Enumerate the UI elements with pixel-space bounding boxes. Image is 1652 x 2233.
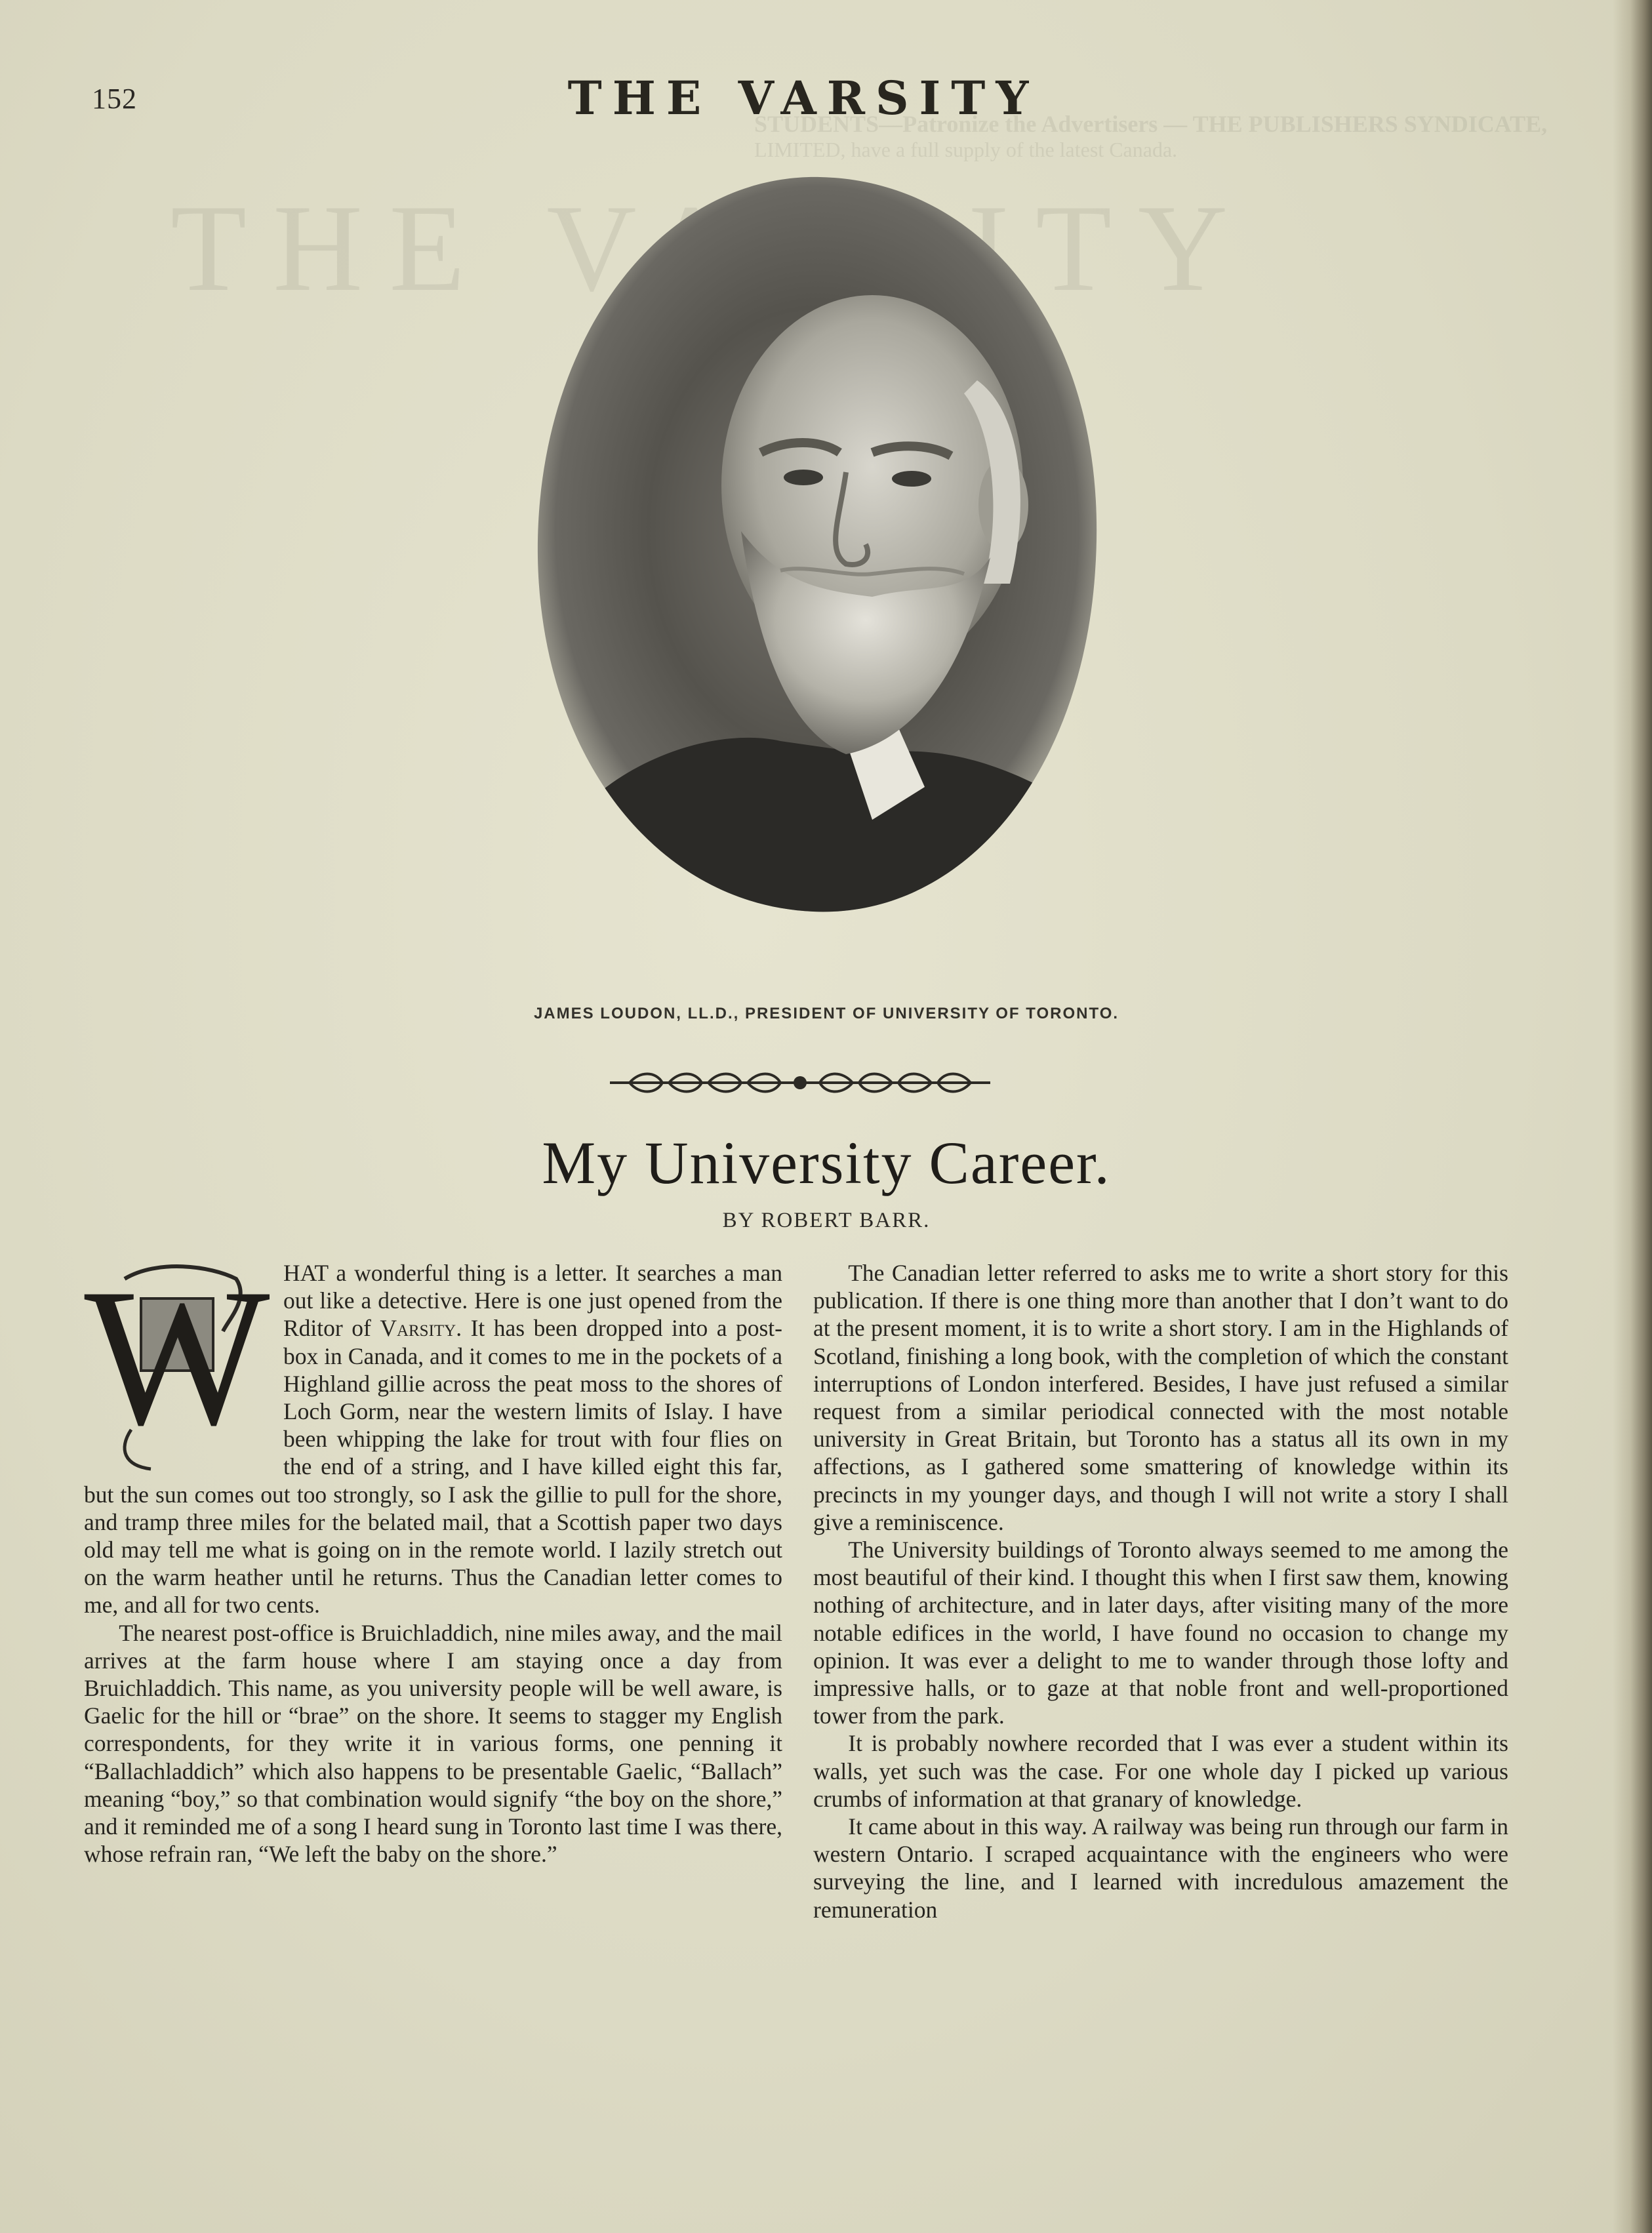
page-binding-edge (1613, 0, 1652, 2233)
right-paragraph-1: The Canadian letter referred to asks me to write a short story for this publication. If there is one thing more than another that I don’t want to do at the present moment, it is to write a short story. I am in the Highlands of Scotland, finishing a long book, with the completion of which the constant interruptions of London interfered. Besides, I have just refused a similar request from a similar periodical connected with the most notable university in Great Britain, but Toronto has a status all its own in my affections, as I gathered some smattering of knowledge within its precincts in my younger days, and though I will not write a story I shall give a reminiscence. (813, 1260, 1508, 1535)
show-through-notice-2: LIMITED, have a full supply of the latest Canada. (754, 138, 1178, 161)
left-paragraph-2: The nearest post-office is Bruichladdich, nine miles away, and the mail arrives at the farm house where I am staying once a day from Bruichladdich. This name, as you university people will be well aware, is Gaelic for the hill or “brae” on the shore. It seems to stagger my English correspondents, for they write it in various forms, one penning it “Ballachladdich” which also happens to be presentable Gaelic, “Ballach” meaning “boy,” so that combination would signify “the boy on the shore,” and it reminded me of a song I heard sung in Toronto last time I was there, whose refrain ran, “We left the baby on the shore.” (84, 1619, 782, 1868)
right-paragraph-2: The University buildings of Toronto always seemed to me among the most beautiful of their kind. I thought this when I first saw them, knowing nothing of architecture, and in later days, after visiting many of the more notable edifices in the world, I have found no occasion to change my opinion. It was ever a delight to me to wander through those lofty and impressive halls, or to gaze at that noble front and well-proportioned tower from the park. (813, 1537, 1508, 1729)
left-p1-rest: It has been dropped into a post-box in Canada, and it comes to me in the pockets of a Highland gillie across the peat moss to the shores of Loch Gorm, near the western limits of Islay. I have been whipping the lake for trout with four flies on the end of a string, and I have killed eight this far, but the sun comes out too strongly, so I ask the gillie to pull for the shore, and tramp three miles for the belated mail, that a Scottish paper two days old may tell me what is going on in the remote world. I lazily stretch out on the warm heather until he returns. Thus the Canadian letter comes to me, and all for two cents. (84, 1315, 782, 1619)
article-title: My University Career. (542, 1129, 1111, 1196)
portrait-caption: JAMES LOUDON, LL.D., PRESIDENT OF UNIVERSITY OF TORONTO. (533, 1005, 1119, 1022)
article-byline: BY ROBERT BARR. (722, 1209, 931, 1232)
right-paragraph-3: It is probably nowhere recorded that I was ever a student within its walls, yet such was the case. For one whole day I picked up various crumbs of information at that granary of knowledge. (813, 1730, 1508, 1812)
right-paragraph-4: It came about in this way. A railway was being run through our farm in western Ontario. I scraped acquaintance with the engineers who were surveying the line, and I learned with incredulous amazement the remuneration (813, 1813, 1508, 1923)
page-number: 152 (92, 83, 137, 115)
show-through-notice-1: STUDENTS—Patronize the Advertisers — THE PUBLISHERS SYNDICATE, (754, 111, 1548, 137)
article-left-column (84, 1259, 782, 1868)
left-p1-lead: HAT a wonderful thing is a letter. It searches a man out like a detective. Here is one just opened from the Rditor of (283, 1260, 782, 1342)
show-through-masthead: THE (171, 180, 492, 317)
decorative-divider-ornament (603, 1064, 997, 1101)
dropcap-letter: W (84, 1259, 270, 1466)
portrait-photo (505, 164, 1135, 938)
ornate-dropcap-w (79, 1259, 275, 1476)
article-right-column (813, 1259, 1508, 1923)
masthead-title: THE VARSITY (567, 71, 1039, 125)
left-p1-varsity: Varsity. (380, 1315, 462, 1342)
